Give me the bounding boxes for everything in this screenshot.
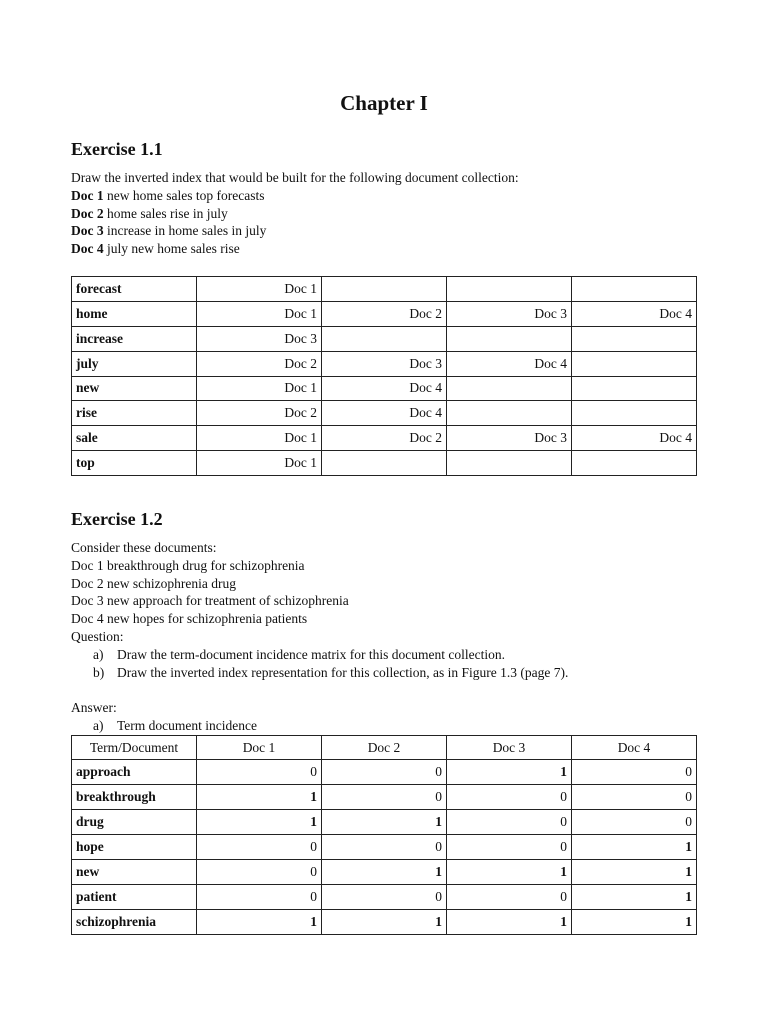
matrix-term: drug: [72, 810, 197, 835]
index-posting: Doc 3: [447, 426, 572, 451]
matrix-value: 0: [197, 885, 322, 910]
matrix-value: 1: [572, 910, 697, 935]
doc-line: Doc 4 july new home sales rise: [71, 241, 240, 257]
matrix-value: 1: [197, 785, 322, 810]
index-posting: [322, 326, 447, 351]
index-posting: [572, 326, 697, 351]
matrix-header-row: [72, 736, 697, 760]
index-posting: [447, 376, 572, 401]
matrix-header-cell: Doc 2: [322, 736, 447, 760]
matrix-value: 1: [572, 860, 697, 885]
index-posting: Doc 1: [197, 277, 322, 302]
incidence-matrix-table: [71, 735, 697, 935]
matrix-header-cell: Term/Document: [72, 736, 197, 760]
matrix-value: 1: [197, 910, 322, 935]
matrix-row: [72, 760, 697, 785]
index-row: [72, 451, 697, 476]
index-posting: Doc 2: [322, 426, 447, 451]
index-posting: Doc 2: [322, 301, 447, 326]
matrix-header-cell: Doc 3: [447, 736, 572, 760]
index-posting: [447, 401, 572, 426]
matrix-value: 0: [322, 885, 447, 910]
index-posting: Doc 4: [447, 351, 572, 376]
matrix-value: 1: [197, 810, 322, 835]
matrix-term: patient: [72, 885, 197, 910]
index-posting: Doc 2: [197, 351, 322, 376]
matrix-value: 1: [322, 910, 447, 935]
index-term: sale: [72, 426, 197, 451]
doc-line: Doc 4 new hopes for schizophrenia patients: [71, 611, 308, 627]
index-row: [72, 351, 697, 376]
index-posting: [447, 451, 572, 476]
matrix-term: hope: [72, 835, 197, 860]
matrix-value: 0: [197, 760, 322, 785]
index-row: [72, 301, 697, 326]
doc-line: Doc 1 new home sales top forecasts: [71, 187, 265, 203]
matrix-term: schizophrenia: [72, 910, 197, 935]
index-posting: [322, 451, 447, 476]
index-posting: Doc 1: [197, 451, 322, 476]
index-term: forecast: [72, 277, 197, 302]
matrix-row: [72, 860, 697, 885]
matrix-value: 0: [197, 835, 322, 860]
exercise-1-1-intro: Draw the inverted index that would be built for the following document collection:: [71, 170, 519, 185]
matrix-row: [72, 885, 697, 910]
index-posting: [322, 277, 447, 302]
matrix-header-cell: Doc 4: [572, 736, 697, 760]
index-posting: [572, 376, 697, 401]
matrix-value: 0: [447, 835, 572, 860]
index-posting: Doc 1: [197, 426, 322, 451]
matrix-value: 1: [322, 810, 447, 835]
index-term: top: [72, 451, 197, 476]
matrix-value: 0: [197, 860, 322, 885]
index-term: new: [72, 376, 197, 401]
matrix-header-cell: Doc 1: [197, 736, 322, 760]
index-posting: Doc 3: [322, 351, 447, 376]
index-posting: [572, 401, 697, 426]
index-term: home: [72, 301, 197, 326]
index-posting: Doc 1: [197, 376, 322, 401]
matrix-term: breakthrough: [72, 785, 197, 810]
doc-line: Doc 1 breakthrough drug for schizophrenia: [71, 557, 305, 573]
index-row: [72, 401, 697, 426]
index-term: increase: [72, 326, 197, 351]
exercise-1-1-title: Exercise 1.1: [71, 139, 163, 159]
question-item: b) Draw the inverted index representation for this collection, as in Figure 1.3 (page 7).: [93, 664, 569, 680]
index-row: [72, 326, 697, 351]
index-posting: [447, 277, 572, 302]
index-posting: Doc 4: [572, 426, 697, 451]
matrix-value: 0: [447, 885, 572, 910]
matrix-value: 1: [447, 760, 572, 785]
exercise-1-1-text: [71, 169, 519, 258]
index-posting: Doc 1: [197, 301, 322, 326]
index-row: [72, 426, 697, 451]
doc-line: Doc 2 new schizophrenia drug: [71, 575, 236, 591]
doc-line: Doc 2 home sales rise in july: [71, 205, 228, 221]
index-posting: [572, 351, 697, 376]
index-posting: Doc 4: [572, 301, 697, 326]
matrix-value: 1: [447, 860, 572, 885]
matrix-value: 1: [447, 910, 572, 935]
doc-line: Doc 3 new approach for treatment of schizophrenia: [71, 593, 349, 609]
index-posting: Doc 4: [322, 401, 447, 426]
answer-label: Answer:: [71, 700, 117, 716]
exercise-1-2-title: Exercise 1.2: [71, 509, 163, 529]
index-row: [72, 376, 697, 401]
matrix-row: [72, 810, 697, 835]
question-item: a) Draw the term-document incidence matrix for this document collection.: [93, 646, 505, 662]
matrix-value: 0: [322, 835, 447, 860]
index-posting: Doc 2: [197, 401, 322, 426]
question-label: Question:: [71, 628, 124, 644]
matrix-value: 1: [572, 835, 697, 860]
index-posting: [572, 451, 697, 476]
inverted-index-table: [71, 276, 697, 476]
matrix-row: [72, 835, 697, 860]
matrix-value: 0: [447, 785, 572, 810]
index-row: [72, 277, 697, 302]
matrix-row: [72, 910, 697, 935]
exercise-1-2-intro: Consider these documents:: [71, 540, 217, 555]
index-posting: [447, 326, 572, 351]
exercise-1-2-text: [71, 539, 568, 735]
index-posting: Doc 3: [197, 326, 322, 351]
matrix-value: 0: [572, 760, 697, 785]
matrix-row: [72, 785, 697, 810]
matrix-value: 0: [572, 785, 697, 810]
matrix-value: 0: [447, 810, 572, 835]
index-term: july: [72, 351, 197, 376]
matrix-term: approach: [72, 760, 197, 785]
matrix-value: 1: [322, 860, 447, 885]
matrix-value: 1: [572, 885, 697, 910]
index-posting: [572, 277, 697, 302]
matrix-value: 0: [322, 760, 447, 785]
index-posting: Doc 3: [447, 301, 572, 326]
answer-item: a) Term document incidence: [93, 717, 257, 733]
matrix-value: 0: [322, 785, 447, 810]
matrix-term: new: [72, 860, 197, 885]
chapter-title: Chapter I: [340, 91, 428, 115]
index-posting: Doc 4: [322, 376, 447, 401]
index-term: rise: [72, 401, 197, 426]
matrix-value: 0: [572, 810, 697, 835]
doc-line: Doc 3 increase in home sales in july: [71, 223, 267, 239]
